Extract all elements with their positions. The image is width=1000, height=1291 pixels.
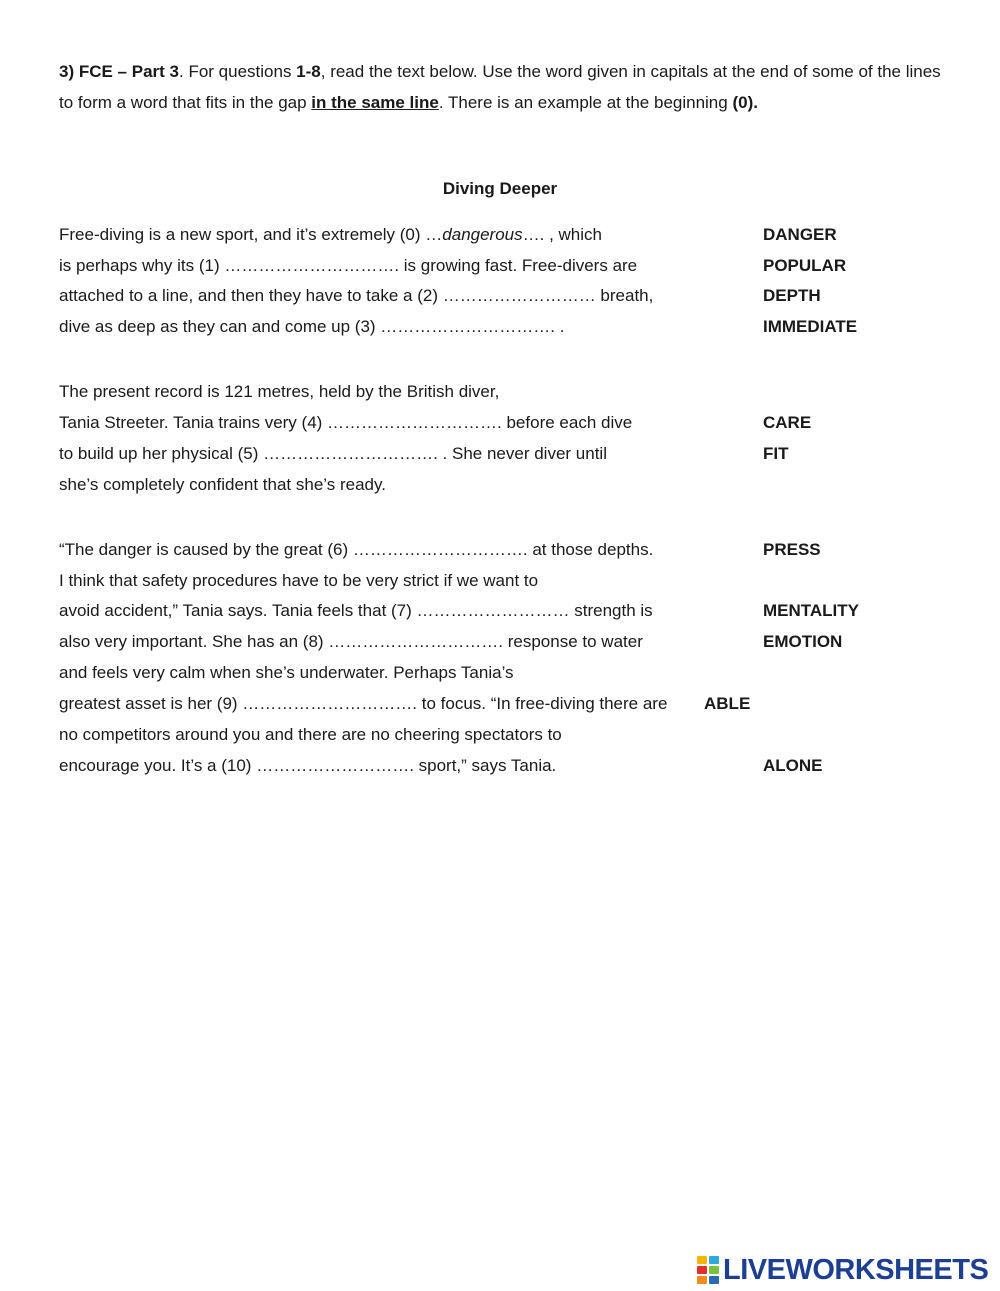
instructions-example: (0). <box>732 93 758 112</box>
text-line-4: dive as deep as they can and come up (3) …………………………. . <box>59 317 565 336</box>
text-title: Diving Deeper <box>442 179 558 198</box>
key-word-5: FIT <box>763 444 789 463</box>
text-line-14: greatest asset is her (9) …………………………. to focus. “In free-diving there are <box>59 694 668 713</box>
logo-text: LIVEWORKSHEETS <box>723 1253 989 1286</box>
text-line-11: avoid accident,” Tania says. Tania feels that (7) ……………………… strength is <box>59 601 653 620</box>
text-line-12: also very important. She has an (8) …………………………. response to water <box>59 632 643 651</box>
key-word-9: ABLE <box>704 694 751 713</box>
text-line-13: and feels very calm when she’s underwater. Perhaps Tania’s <box>59 663 514 682</box>
text-line-10: I think that safety procedures have to be very strict if we want to <box>59 571 539 590</box>
text-line-3: attached to a line, and then they have to take a (2) ……………………… breath, <box>59 286 654 305</box>
key-word-7: MENTALITY <box>763 601 860 620</box>
instructions <box>59 56 949 118</box>
instructions-text-2: , read the text below. Use the word given in capitals at the end of some of the lines to form a word that fits in the gap <box>59 62 941 112</box>
line-1-post: …. , which <box>522 225 602 244</box>
key-word-6: PRESS <box>763 540 821 559</box>
key-word-2: DEPTH <box>763 286 821 305</box>
text-line-6: Tania Streeter. Tania trains very (4) …………………………. before each dive <box>59 413 633 432</box>
text-line-16: encourage you. It’s a (10) ………………………. sport,” says Tania. <box>59 756 557 775</box>
text-line-8: she’s completely confident that she’s ready. <box>59 475 386 494</box>
instructions-label: 3) FCE – Part 3 <box>59 62 179 81</box>
liveworksheets-logo <box>697 1253 988 1287</box>
instructions-text-3: . There is an example at the beginning <box>438 93 733 112</box>
key-word-0: DANGER <box>763 225 837 244</box>
logo-blocks-icon <box>697 1256 719 1284</box>
text-line-15: no competitors around you and there are no cheering spectators to <box>59 725 562 744</box>
text-line-2: is perhaps why its (1) …………………………. is growing fast. Free-divers are <box>59 256 638 275</box>
text-line-9: “The danger is caused by the great (6) …………………………. at those depths. <box>59 540 654 559</box>
text-line-1 <box>59 224 759 246</box>
instructions-range: 1-8 <box>296 62 321 81</box>
key-word-3: IMMEDIATE <box>763 317 858 336</box>
key-word-4: CARE <box>763 413 812 432</box>
key-word-10: ALONE <box>763 756 823 775</box>
key-word-1: POPULAR <box>763 256 847 275</box>
example-answer: dangerous <box>442 225 523 244</box>
instructions-emphasis: in the same line <box>311 93 439 112</box>
instructions-text-1: . For questions <box>179 62 297 81</box>
key-word-8: EMOTION <box>763 632 843 651</box>
line-1-pre: Free-diving is a new sport, and it’s extremely (0) … <box>59 225 443 244</box>
text-line-7: to build up her physical (5) …………………………. . She never diver until <box>59 444 607 463</box>
text-line-5: The present record is 121 metres, held by the British diver, <box>59 382 500 401</box>
